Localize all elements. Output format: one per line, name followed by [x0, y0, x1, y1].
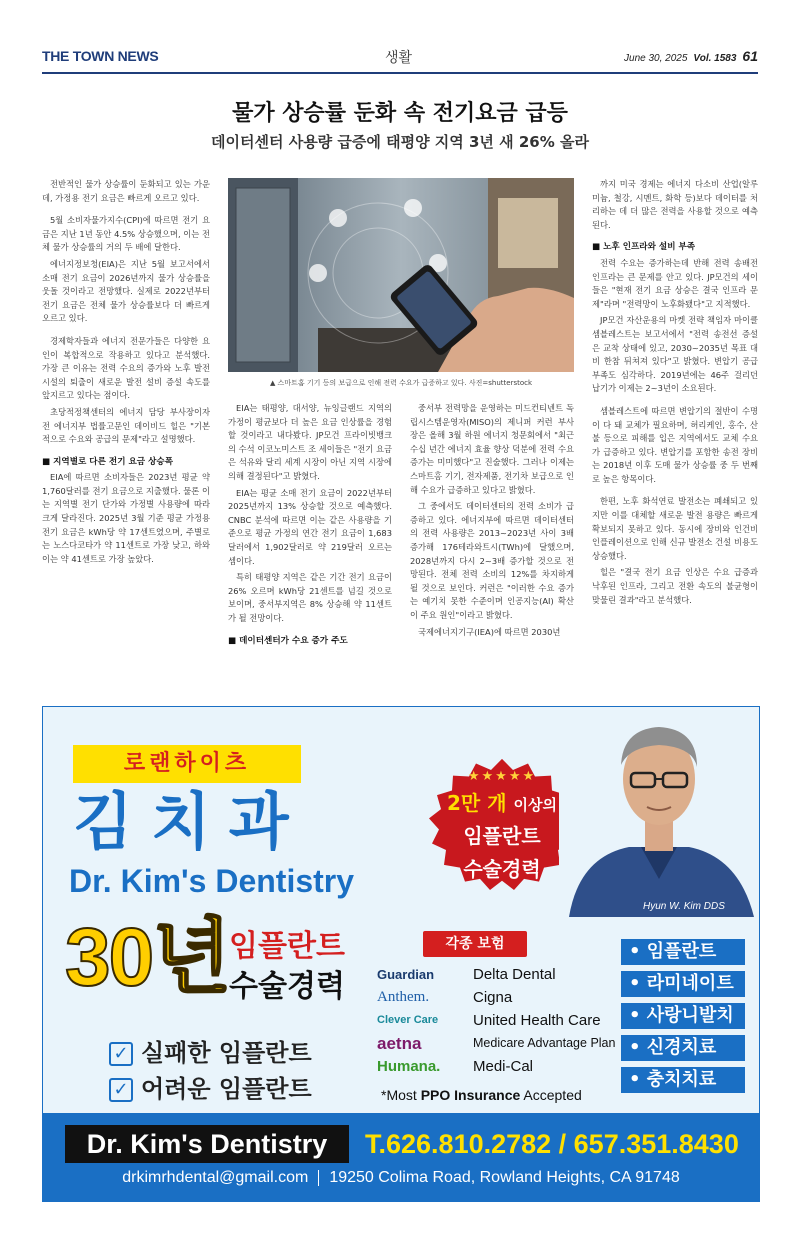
- paragraph: 중서부 전력망을 운영하는 미드컨티넨트 독립시스템운영자(MISO)의 제니퍼 커런 부사장은 올해 3월 하원 에너지 청문회에서 "최근 수십 년간 에너지 효율 향상 덕분에 전력 수요 증가는 미미했다"고 진술했다. 그러나 이제는 스마트홈 기기, 전자제품, 전기차 보급으로 인해 수요가 급증하고 있다고 밝혔다.: [410, 403, 574, 495]
- issue-date: June 30, 2025: [624, 53, 688, 64]
- section-heading: ■ 데이터센터가 수요 증가 주도: [228, 635, 348, 646]
- doctor-name: Hyun W. Kim DDS: [643, 901, 725, 912]
- service-item: • 사랑니발치: [621, 1003, 745, 1029]
- paragraph: 셈블레스트에 따르면 변압기의 절반이 수명이 다 돼 교체가 필요하며, 허리케인, 홍수, 산불 등으로 피해를 입은 지역에서도 교체 수요가 급증하고 있다. 변압기를 포함한 송전 장비는 2018년 이후 도매 물가 상승률 중 두 번째로 높은 항목이다.: [592, 405, 758, 484]
- paragraph: EIA에 따르면 소비자들은 2023년 평균 약 1,760달러를 전기 요금으로 지출했다. 물론 이는 지역별 전기 단가와 가정별 사용량에 따라 크게 달라진다. 2025년 3월 기준 평균 가정용 전기 요금은 kWh당 약 17센트였으며, 주별로는 노스다코타가 약 11센트로 가장 낮고, 하와이는 약 41센트로 가장 높았다.: [42, 472, 210, 564]
- issue-info: [624, 48, 758, 64]
- article-photo: [228, 178, 574, 372]
- ad-surgery-label: 수술경력: [229, 969, 345, 1004]
- insurance-title: 각종 보험: [423, 931, 527, 957]
- article-column-4: [592, 178, 758, 616]
- aetna-logo: aetna: [377, 1034, 422, 1053]
- paragraph: 초당적정책센터의 에너지 담당 부사장이자 전 에너지부 법률고문인 데이비드 힐은 "기본적으로 수요와 공급의 문제"라고 설명했다.: [42, 406, 210, 445]
- service-item: • 신경치료: [621, 1035, 745, 1061]
- stars-icon: ★★★★★: [467, 769, 537, 784]
- paragraph: 그 중에서도 데이터센터의 전력 소비가 급증하고 있다. 에너지부에 따르면 데이터센터의 전력 사용량은 2013~2023년 사이 3배 증가해 176테라와트시(TWh)에 달했으며, 2028년까지 다시 2~3배 증가할 것으로 전망된다. 전체 전력 소비의 12%를 차지하게 될 것으로 보인다. 커런은 "이러한 수요 증가는 예기치 못한 수준이며 인공지능(AI) 확산이 주요 원인"이라고 밝혔다.: [410, 501, 574, 620]
- insurance-name: Cigna: [473, 989, 513, 1006]
- paragraph: 까지 미국 경제는 에너지 다소비 산업(알루미늄, 철강, 시멘트, 화학 등)보다 데이터를 처리하는 데 더 많은 전력을 사용할 것으로 예측된다.: [592, 179, 758, 230]
- ppo-note-post: Accepted: [520, 1087, 582, 1103]
- paragraph: 경제학자들과 에너지 전문가들은 다양한 요인이 복합적으로 작용하고 있다고 분석했다. 가장 큰 이유는 전력 수요의 증가와 노후 발전 시설의 퇴출이 새로운 발전 설비 증설 속도를 앞지르고 있다는 점이다.: [42, 335, 210, 401]
- paragraph: JP모건 자산운용의 마켓 전략 책임자 마이클 셈블레스트는 보고서에서 "전력 송전선 증설은 교착 상태에 있고, 2030~2035년 목표 대비 한참 뒤쳐져 있다"고 밝혔다. 변압기 공급 부족도 심각하다. 2019년에는 46주 걸리던 납기가 이제는 2~3년이 소요된다.: [592, 315, 758, 394]
- section-label: 생활: [385, 50, 413, 66]
- ad-check-item: [109, 1069, 312, 1104]
- article-column-3: [410, 402, 574, 648]
- photo-caption: ▲ 스마트홈 기기 등의 보급으로 인해 전력 수요가 급증하고 있다. 사진=shutterstock: [269, 379, 533, 387]
- badge-implant: 임플란트: [463, 824, 541, 848]
- section-heading: ■ 노후 인프라와 설비 부족: [592, 242, 696, 253]
- ad-address: 19250 Colima Road, Rowland Heights, CA 91748: [329, 1169, 680, 1186]
- paragraph: 한편, 노후 화석연료 발전소는 폐쇄되고 있지만 이를 대체할 새로운 발전 용량은 빠르게 확보되지 못하고 있다. 동시에 장비와 인건비 인플레이션으로 인해 신규 발전소 건설 비용도 상승했다.: [592, 496, 758, 561]
- badge-count: 2만 개: [447, 791, 507, 815]
- paragraph: 5월 소비자물가지수(CPI)에 따르면 전기 요금은 지난 1년 동안 4.5% 상승했으며, 이는 전체 물가 상승률의 거의 두 배에 달한다.: [42, 215, 210, 253]
- article-column-1: [42, 178, 210, 575]
- article-subheadline: 데이터센터 사용량 급증에 태평양 지역 3년 새 26% 올라: [211, 133, 589, 151]
- page-number: 61: [742, 48, 758, 64]
- insurance-name: United Health Care: [473, 1012, 601, 1029]
- badge-surgery: 수술경력: [463, 857, 541, 881]
- ad-phone[interactable]: T.626.810.2782 / 657.351.8430: [365, 1129, 739, 1159]
- paragraph: 전력 수요는 증가하는데 반해 전력 송배전 인프라는 큰 문제를 안고 있다. JP모건의 세이들은 "현재 전기 요금 상승은 결국 인프라 문제"라며 "전력망이 노후화됐다"고 지적했다.: [592, 257, 758, 309]
- paragraph: 특히 태평양 지역은 같은 기간 전기 요금이 26% 오르며 kWh당 21센트를 넘길 것으로 보이며, 중서부지역은 8% 상승해 약 11센트가 될 전망이다.: [228, 572, 392, 623]
- ad-implant-label: 임플란트: [229, 929, 345, 964]
- ad-check-item: [109, 1033, 312, 1068]
- ad-location-banner: 로랜하이츠: [73, 745, 301, 783]
- section-heading: ■ 지역별로 다른 전기 요금 상승폭: [42, 456, 173, 467]
- insurance-names: [473, 963, 615, 1078]
- paragraph: EIA는 태평양, 대서양, 뉴잉글랜드 지역의 가정이 평균보다 더 높은 요금 인상률을 경험할 것이라고 내다봤다. JP모건 프라이빗뱅크의 수석 이코노미스트 조 세이들은 "전기 요금은 석유와 달리 세계 시장이 아닌 지역 시장에 의해 결정된다"고 밝혔다.: [228, 403, 392, 481]
- checkbox-icon: ✓: [109, 1042, 133, 1066]
- ad-years: 30년: [65, 912, 230, 1003]
- ppo-note: [381, 1087, 582, 1103]
- newspaper-name: THE TOWN NEWS: [42, 48, 159, 64]
- ad-check-text: 실패한 임플란트: [141, 1039, 312, 1067]
- paragraph: 전반적인 물가 상승률이 둔화되고 있는 가운데, 가정용 전기 요금은 빠르게 오르고 있다.: [42, 179, 210, 203]
- issue-volume: Vol. 1583: [693, 53, 737, 64]
- humana-logo: Humana.: [377, 1058, 441, 1075]
- ad-email[interactable]: drkimrhdental@gmail.com: [122, 1169, 309, 1186]
- service-item: • 임플란트: [621, 939, 745, 965]
- ad-clinic-english: Dr. Kim's Dentistry: [69, 863, 355, 899]
- paragraph: EIA는 평균 소매 전기 요금이 2022년부터 2025년까지 13% 상승할 것으로 예측했다. CNBC 분석에 따르면 이는 같은 사용량을 기준으로 평균 가정의 연간 전기 요금이 1,683달러에서 1,902달러로 약 219달러 오르는 셈이다.: [228, 487, 392, 566]
- ppo-note-pre: *Most: [381, 1087, 421, 1103]
- badge-more: 이상의: [513, 796, 557, 814]
- ad-check-text: 어려운 임플란트: [141, 1075, 312, 1103]
- header-rule: [42, 72, 758, 74]
- insurance-name: Medi-Cal: [473, 1058, 534, 1075]
- clever-care-logo: Clever Care: [377, 1014, 439, 1026]
- ad-clinic-korean: 김치과: [73, 785, 307, 858]
- anthem-logo: Anthem.: [377, 989, 430, 1005]
- paragraph: 에너지정보청(EIA)은 지난 5월 보고서에서 소매 전기 요금이 2026년까지 물가 상승률을 웃돌 것이라고 전망했다. 실제로 2022년부터 전기 요금은 전체 물가 상승률보다 더 빠르게 오르고 있다.: [42, 258, 210, 324]
- paragraph: 국제에너지기구(IEA)에 따르면 2030년: [418, 626, 561, 637]
- insurance-logos: [377, 963, 477, 1078]
- guardian-logo: Guardian: [377, 967, 435, 982]
- insurance-name: Delta Dental: [473, 966, 556, 983]
- divider: [318, 1170, 319, 1186]
- ad-contact-line: [43, 1169, 759, 1187]
- insurance-name: Medicare Advantage Plan: [473, 1036, 616, 1050]
- dental-advertisement: [42, 706, 760, 1202]
- article-column-2: [228, 402, 392, 650]
- article-headline: 물가 상승률 둔화 속 전기요금 급등: [232, 101, 568, 126]
- doctor-portrait-icon: [559, 707, 759, 917]
- ad-cta-clinic-name: Dr. Kim's Dentistry: [65, 1125, 349, 1163]
- service-item: • 라미네이트: [621, 971, 745, 997]
- smart-home-photo-icon: [228, 178, 574, 372]
- service-item: • 충치치료: [621, 1067, 745, 1093]
- ppo-note-bold: PPO Insurance: [420, 1087, 521, 1103]
- paragraph: 힐은 "결국 전기 요금 인상은 수요 급증과 낙후된 인프라, 그리고 전환 속도의 불균형이 맞물린 결과"라고 분석했다.: [592, 567, 758, 605]
- checkbox-icon: ✓: [109, 1078, 133, 1102]
